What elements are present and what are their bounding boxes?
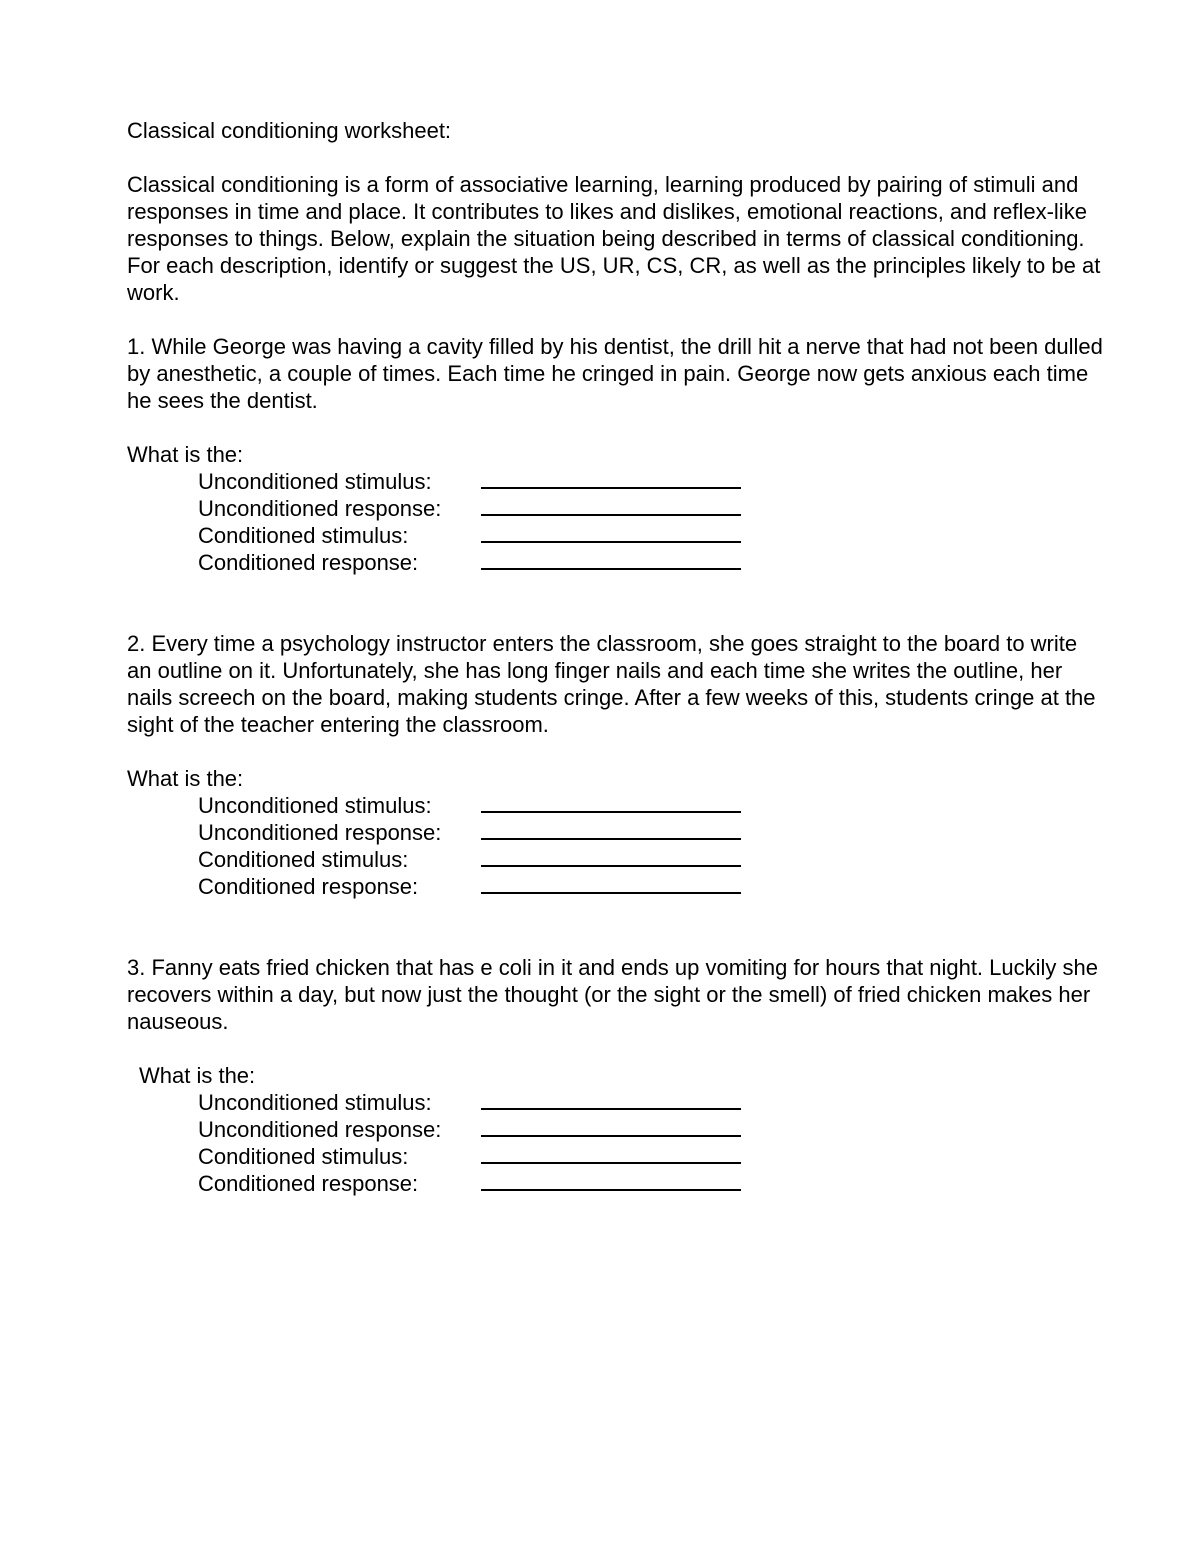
us-answer-line[interactable]: [481, 793, 741, 813]
question-1-text: 1. While George was having a cavity filled by his dentist, the drill hit a nerve that had not been dulled by anesthetic, a couple of times. Each time he cringed in pain. George now gets anxious each time he sees the dentist.: [127, 334, 1103, 413]
us-field: [127, 792, 1107, 819]
cr-field: [127, 549, 1107, 576]
us-label: Unconditioned stimulus:: [198, 1090, 432, 1115]
ur-field: [127, 819, 1107, 846]
ur-label: Unconditioned response:: [198, 820, 442, 845]
cs-answer-line[interactable]: [481, 847, 741, 867]
us-label: Unconditioned stimulus:: [198, 469, 432, 494]
question-2-prompt: What is the:: [127, 766, 244, 791]
ur-field: [127, 495, 1107, 522]
us-answer-line[interactable]: [481, 1090, 741, 1110]
question-3-fields: [127, 1089, 1107, 1197]
us-field: [127, 1089, 1107, 1116]
cs-answer-line[interactable]: [481, 1144, 741, 1164]
cs-field: [127, 522, 1107, 549]
question-2-fields: [127, 792, 1107, 900]
cr-answer-line[interactable]: [481, 874, 741, 894]
cr-field: [127, 873, 1107, 900]
cr-answer-line[interactable]: [481, 1171, 741, 1191]
question-2: [127, 630, 1107, 900]
cr-label: Conditioned response:: [198, 1171, 419, 1196]
ur-answer-line[interactable]: [481, 496, 741, 516]
us-field: [127, 468, 1107, 495]
cr-answer-line[interactable]: [481, 550, 741, 570]
question-1-prompt: What is the:: [127, 442, 244, 467]
question-2-text: 2. Every time a psychology instructor enters the classroom, she goes straight to the board to write an outline on it. Unfortunately, she has long finger nails and each time she writes the outline, her nails screech on the board, making students cringe. After a few weeks of this, students cringe at the sight of the teacher entering the classroom.: [127, 631, 1096, 737]
ur-label: Unconditioned response:: [198, 1117, 442, 1142]
cr-field: [127, 1170, 1107, 1197]
cs-label: Conditioned stimulus:: [198, 1144, 409, 1169]
cs-field: [127, 1143, 1107, 1170]
spacer: [127, 576, 1107, 630]
question-1-fields: [127, 468, 1107, 576]
ur-field: [127, 1116, 1107, 1143]
intro-paragraph: Classical conditioning is a form of associative learning, learning produced by pairing of stimuli and responses in time and place. It contributes to likes and dislikes, emotional reactions, and reflex-like responses to things. Below, explain the situation being described in terms of classical conditioning. For each description, identify or suggest the US, UR, CS, CR, as well as the principles likely to be at work.: [127, 172, 1101, 305]
spacer: [127, 900, 1107, 954]
ur-answer-line[interactable]: [481, 820, 741, 840]
cs-label: Conditioned stimulus:: [198, 523, 409, 548]
us-label: Unconditioned stimulus:: [198, 793, 432, 818]
question-3-text: 3. Fanny eats fried chicken that has e coli in it and ends up vomiting for hours that night. Luckily she recovers within a day, but now just the thought (or the sight or the smell) of fried chicken makes her nauseous.: [127, 955, 1098, 1034]
cs-label: Conditioned stimulus:: [198, 847, 409, 872]
question-1: [127, 333, 1107, 576]
ur-label: Unconditioned response:: [198, 496, 442, 521]
cr-label: Conditioned response:: [198, 874, 419, 899]
worksheet-title: Classical conditioning worksheet:: [127, 118, 452, 143]
question-3-prompt: What is the:: [139, 1063, 256, 1088]
worksheet-page: [127, 117, 1107, 1197]
question-3: [127, 954, 1107, 1197]
cr-label: Conditioned response:: [198, 550, 419, 575]
us-answer-line[interactable]: [481, 469, 741, 489]
ur-answer-line[interactable]: [481, 1117, 741, 1137]
cs-answer-line[interactable]: [481, 523, 741, 543]
cs-field: [127, 846, 1107, 873]
